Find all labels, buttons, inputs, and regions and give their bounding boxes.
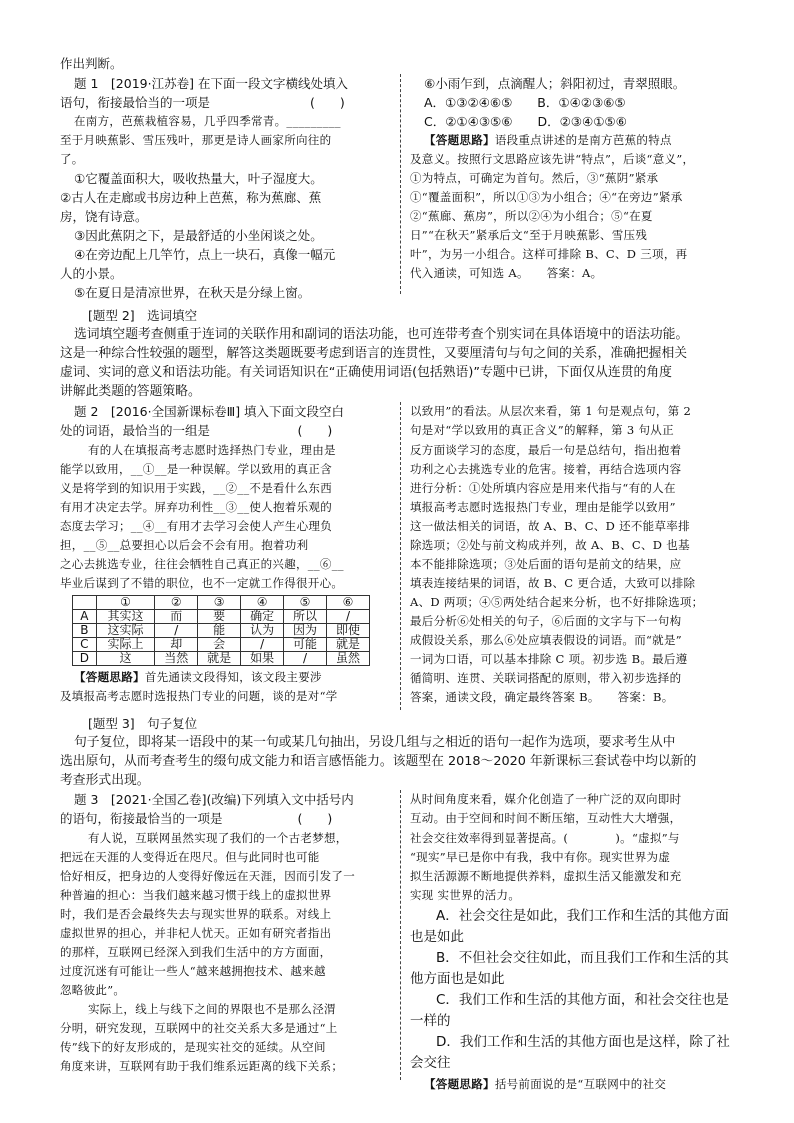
passage-line: 恰好相反，把身边的人变得好像远在天涯，因而引发了一 <box>60 869 355 883</box>
passage-line: 实际上，线上与线下之间的界限也不是那么泾渭 <box>88 1002 336 1016</box>
table-cell: ③ <box>198 596 241 610</box>
sentence-item: ⑤在夏日是清凉世界，在秋天是分绿上窗。 <box>74 285 311 300</box>
passage-line: 的那样，互联网已经深入到我们生活中的方方面面， <box>60 945 332 959</box>
analysis-line: 答案，通读文段，确定最终答案 B。 答案：B。 <box>410 690 674 704</box>
analysis-label: 【答题思路】 <box>74 670 145 684</box>
passage-line: 担，__⑤__总要担心以后会不会有用。抱着功利 <box>60 538 309 552</box>
passage-line: 从时间角度来看，媒介化创造了一种广泛的双向即时 <box>410 792 682 806</box>
table-cell: ④ <box>241 596 284 610</box>
passage-line: 至于月映蕉影、雪压残叶，那更是诗人画家所向往的 <box>60 133 332 147</box>
sentence-item: ①它覆盖面积大，吸收热量大，叶子湿度大。 <box>74 171 323 186</box>
passage-line: 义是将学到的知识用于实践，__②__不是看什么东西 <box>60 481 332 495</box>
table-cell <box>73 596 97 610</box>
sentence-item: ③因此蕉阴之下，是最舒适的小坐闲谈之处。 <box>74 228 323 243</box>
analysis-line: 本不能排除选项；③处后面的语句是前文的结果，应 <box>410 557 682 571</box>
table-cell: 虽然 <box>327 652 370 666</box>
analysis-line: 功利之心去挑选专业的危害。接着，再结合选项内容 <box>410 462 682 476</box>
table-row <box>73 652 370 666</box>
table-cell: / <box>155 624 198 638</box>
table-cell: ⑤ <box>284 596 327 610</box>
analysis-line: 【答题思路】语段重点讲述的是南方芭蕉的特点 <box>424 133 672 147</box>
question-1-heading: 题 1 [2019·江苏卷] 在下面一段文字横线处填入 <box>74 76 348 91</box>
option-d: D．我们工作和生活的其他方面也是这样，除了社 <box>436 1034 730 1050</box>
passage-line: 能学以致用，__①__是一种误解。学以致用的真正含 <box>60 462 332 476</box>
passage-line: 有用才决定去学。屏弃功利性__③__使人抱着乐观的 <box>60 500 332 514</box>
intro-line: 选词填空题考查侧重于连词的关联作用和副词的语法功能，也可连带考查个别实词在具体语境中的语法功能。 <box>74 327 689 342</box>
question-2-heading: 题 2 [2016·全国新课标卷Ⅲ] 填入下面文段空白 <box>74 404 345 419</box>
question-3-heading: 题 3 [2021·全国乙卷](改编)下列填入文中括号内 <box>74 792 354 807</box>
analysis-line: 日”“在秋天”紧承后文“至于月映蕉影、雪压残 <box>410 228 648 242</box>
question-1-prompt: 语句，衔接最恰当的一项是 ( ) <box>60 95 345 110</box>
analysis-line: 句是对“学以致用的真正含义”的解释，第 3 句从正 <box>410 423 674 437</box>
analysis-line: 以致用”的看法。从层次来看，第 1 句是观点句，第 2 <box>410 404 692 418</box>
analysis-line: 叶”，为另一小组合。这样可排除 B、C、D 三项，再 <box>410 247 688 261</box>
passage-line: 有的人在填报高考志愿时选择热门专业，理由是 <box>88 443 336 457</box>
passage-line: 互动。由于空间和时间不断压缩，互动性大大增强， <box>410 811 682 825</box>
table-cell: ① <box>96 596 155 610</box>
intro-line: 考查形式出现。 <box>60 773 150 788</box>
option-b-cont: 他方面也是如此 <box>410 971 505 987</box>
table-cell: 就是 <box>198 652 241 666</box>
table-cell: / <box>241 638 284 652</box>
column-divider <box>400 74 401 294</box>
option-c-cont: 一样的 <box>410 1013 451 1029</box>
option-c: C．我们工作和生活的其他方面，和社会交往也是 <box>436 992 729 1008</box>
table-cell: C <box>73 638 97 652</box>
sentence-item: ②古人在走廊或书房边种上芭蕉，称为蕉廊、蕉 <box>60 190 322 205</box>
analysis-label: 【答题思路】 <box>424 133 495 147</box>
option-a: A．社会交往是如此，我们工作和生活的其他方面 <box>436 908 729 924</box>
sentence-item: 人的小景。 <box>60 266 123 281</box>
table-cell: 可能 <box>284 638 327 652</box>
option-line: A．①③②④⑥⑤ B．①④②③⑥⑤ <box>424 95 626 110</box>
table-cell: 要 <box>198 610 241 624</box>
table-cell: ② <box>155 596 198 610</box>
table-cell: 就是 <box>327 638 370 652</box>
passage-line: 有人说，互联网虽然实现了我们的一个古老梦想， <box>88 831 348 845</box>
analysis-line: ①为特点，可确定为首句。然后，③“蕉阴”紧承 <box>410 171 659 185</box>
table-cell: 会 <box>198 638 241 652</box>
table-cell: 实际上 <box>96 638 155 652</box>
analysis-line: 及填报高考志愿时选报热门专业的问题，谈的是对“学 <box>60 689 338 703</box>
table-cell: 认为 <box>241 624 284 638</box>
passage-line: 实现 实世界的活力。 <box>410 888 521 902</box>
sentence-item: 房，饶有诗意。 <box>60 209 148 224</box>
table-cell: 这实际 <box>96 624 155 638</box>
analysis-line: ②“蕉廊、蕉房”，所以②④为小组合；⑤“在夏 <box>410 209 653 223</box>
table-cell: / <box>327 610 370 624</box>
intro-line: 这是一种综合性较强的题型，解答这类题既要考虑到语言的连贯性，又要厘清句与句之间的关系，准确把握相关 <box>60 346 688 361</box>
section-3-title: [题型 3] 句子复位 <box>88 716 198 731</box>
table-cell: 如果 <box>241 652 284 666</box>
analysis-line: 填表连接结果的词语，故 B、C 更合适，大致可以排除 <box>410 576 696 590</box>
analysis-line: 最后分析⑥处相关的句子，⑥后面的文字与下一句构 <box>410 614 682 628</box>
section-2-title: [题型 2] 选词填空 <box>88 308 198 323</box>
passage-line: 分明，研究发现，互联网中的社交关系大多是通过“上 <box>60 1021 338 1035</box>
passage-line: 态度去学习；__④__有用才去学习会使人产生心理负 <box>60 519 332 533</box>
table-cell: 能 <box>198 624 241 638</box>
passage-line: 了。 <box>60 152 84 166</box>
passage-line: 拟生活源源不断地提供养料，虚拟生活又能激发和充 <box>410 869 682 883</box>
table-cell: 却 <box>155 638 198 652</box>
analysis-line: 【答题思路】括号前面说的是“互联网中的社交 <box>424 1077 667 1091</box>
table-cell: 这 <box>96 652 155 666</box>
option-b: B．不但社会交往如此，而且我们工作和生活的其 <box>436 950 729 966</box>
table-cell: 确定 <box>241 610 284 624</box>
table-cell: 因为 <box>284 624 327 638</box>
table-cell: D <box>73 652 97 666</box>
option-line: C．②①④③⑤⑥ D．②③④①⑤⑥ <box>424 114 627 129</box>
passage-line: 传”线下的好友形成的，是现实社交的延续。从空间 <box>60 1040 326 1054</box>
table-cell: 其实这 <box>96 610 155 624</box>
analysis-line: 填报高考志愿时选报热门专业，理由是能学以致用” <box>410 500 676 514</box>
table-cell: / <box>284 652 327 666</box>
table-cell: A <box>73 610 97 624</box>
column-divider <box>400 790 401 1080</box>
analysis-label: 【答题思路】 <box>424 1077 495 1091</box>
table-cell: 当然 <box>155 652 198 666</box>
passage-line: 忽略彼此”。 <box>60 983 126 997</box>
analysis-line: 及意义。按照行文思路应该先讲“特点”，后谈“意义”， <box>410 152 695 166</box>
lead-line: 作出判断。 <box>60 56 123 71</box>
option-a-cont: 也是如此 <box>410 929 464 945</box>
analysis-line: 【答题思路】首先通读文段得知，该文段主要涉 <box>74 670 322 684</box>
passage-line: 时，我们是否会最终失去与现实世界的联系。对线上 <box>60 907 332 921</box>
analysis-line: 进行分析：①处所填内容应是用来代指与“有的人在 <box>410 481 676 495</box>
intro-line: 虚词、实词的意义和语法功能。有关词语知识在“正确使用词语(包括熟语)”专题中已讲，下面仅从连贯的角度 <box>60 365 672 380</box>
analysis-line: 一词为口语，可以基本排除 C 项。初步选 B。最后遵 <box>410 652 688 666</box>
analysis-line: 这一做法相关的词语，故 A、B、C、D 还不能草率排 <box>410 519 690 533</box>
question-3-prompt: 的语句，衔接最恰当的一项是 ( ) <box>60 811 333 826</box>
passage-line: 在南方，芭蕉栽植容易，几乎四季常青。_________ <box>74 114 341 128</box>
passage-line: 过度沉迷有可能让一些人“越来越拥抱技术、越来越 <box>60 964 326 978</box>
table-cell: 所以 <box>284 610 327 624</box>
table-cell: 而 <box>155 610 198 624</box>
options-table <box>72 595 370 666</box>
sentence-item: ④在旁边配上几竿竹，点上一块石，真像一幅元 <box>74 247 336 262</box>
passage-line: 社会交往效率得到显著提高。( )。“虚拟”与 <box>410 831 680 845</box>
analysis-line: ①“覆盖面积”，所以①③为小组合；④“在旁边”紧承 <box>410 190 683 204</box>
passage-line: “现实”早已是你中有我，我中有你。现实世界为虚 <box>410 850 671 864</box>
table-row <box>73 638 370 652</box>
table-cell: 即使 <box>327 624 370 638</box>
table-row <box>73 610 370 624</box>
analysis-line: 代入通读，可知选 A。 答案：A。 <box>410 266 603 280</box>
analysis-line: A、D 两项；④⑤两处结合起来分析，也不好排除选项； <box>410 595 704 609</box>
passage-line: 把远在天涯的人变得近在咫尺。但与此同时也可能 <box>60 850 320 864</box>
table-row <box>73 624 370 638</box>
analysis-line: 成假设关系，那么⑥处应填表假设的词语。而“就是” <box>410 633 682 647</box>
table-cell: ⑥ <box>327 596 370 610</box>
column-divider <box>400 402 401 710</box>
passage-line: 之心去挑选专业，往往会牺牲自己真正的兴趣，__⑥__ <box>60 557 344 571</box>
table-cell: B <box>73 624 97 638</box>
intro-line: 句子复位，即将某一语段中的某一句或某几句抽出，另设几组与之相近的语句一起作为选项，要求考生从中 <box>74 735 676 750</box>
analysis-line: 反方面谈学习的态度，最后一句是总结句，指出抱着 <box>410 443 682 457</box>
analysis-line: 除选项；②处与前文构成并列，故 A、B、C、D 也基 <box>410 538 690 552</box>
passage-line: 角度来讲，互联网有助于我们维系远距离的线下关系； <box>60 1059 344 1073</box>
intro-line: 选出原句，从而考查考生的缀句成文能力和语言感悟能力。该题型在 2018～2020 年新课标三套试卷中均以新的 <box>60 754 697 769</box>
sentence-item: ⑥小雨乍到，点滴醒人；斜阳初过，青翠照眼。 <box>424 76 686 91</box>
option-d-cont: 会交往 <box>410 1055 451 1071</box>
passage-line: 种普遍的担心：当我们越来越习惯于线上的虚拟世界 <box>60 888 332 902</box>
question-2-prompt: 处的词语，最恰当的一组是 ( ) <box>60 423 333 438</box>
passage-line: 毕业后谋到了不错的职位，也不一定就工作得很开心。 <box>60 576 344 590</box>
intro-line: 讲解此类题的答题策略。 <box>60 384 201 399</box>
analysis-line: 循简明、连贯、关联词搭配的原则，带入初步选择的 <box>410 671 682 685</box>
passage-line: 虚拟世界的担心，并非杞人忧天。正如有研究者指出 <box>60 926 332 940</box>
table-header-row <box>73 596 370 610</box>
